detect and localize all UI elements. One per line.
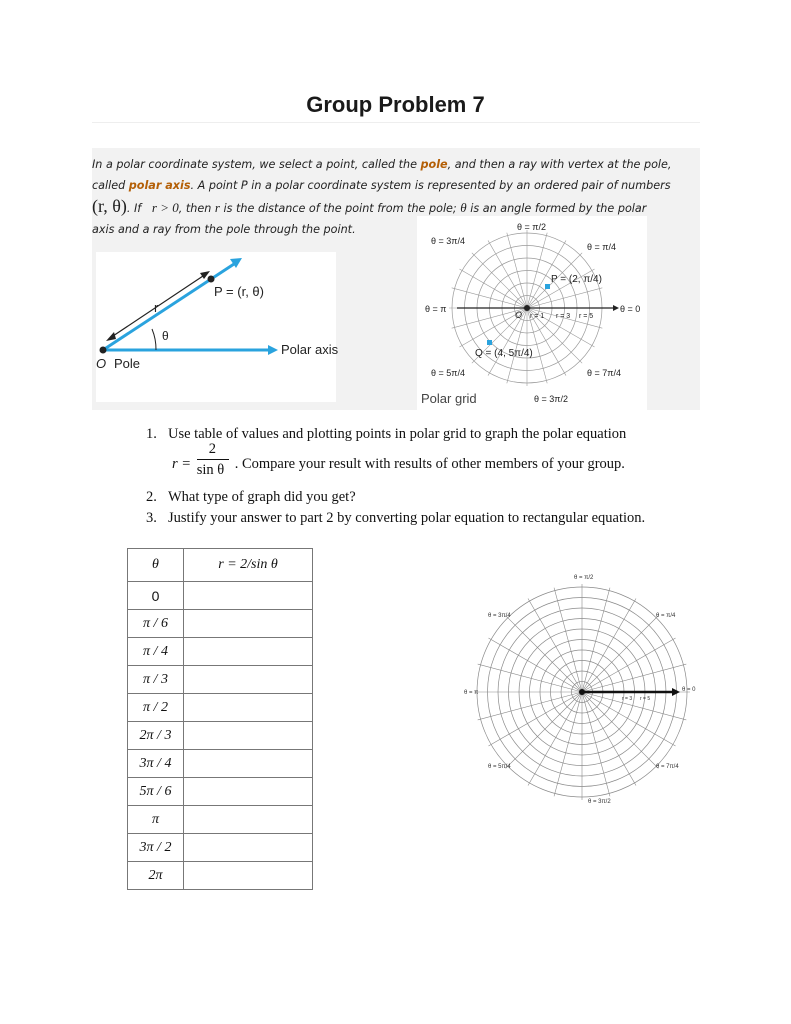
table-row [128,778,313,806]
question-1-number: 1. [146,426,157,442]
theta-label: θ [162,329,169,343]
theta-pi-label: θ = π [425,304,447,314]
intro-text-2a: called [92,179,129,192]
intro-text-3d: is an angle formed by the polar [470,202,647,215]
table-row [128,834,313,862]
r-symbol: r [214,200,220,215]
eq-lhs: r = [172,456,192,472]
r-cell[interactable] [184,778,313,806]
grid-ray [506,692,582,768]
table-row [128,750,313,778]
polar-axis-arrowhead [613,305,619,311]
header-r: r = 2/sin θ [184,549,313,582]
theta-cell: π / 3 [128,666,184,694]
question-1-continuation: . Compare your result with results of other members of your group. [234,456,625,472]
table-row [128,862,313,890]
point-p-label: P = (2, π/4) [551,274,602,285]
polar-axis-arrowhead [268,345,278,355]
question-2 [146,487,356,507]
table-row [128,806,313,834]
r3-label: r = 3 [622,696,633,702]
point-p-dot [208,276,215,283]
eq-numerator: 2 [208,440,216,457]
r-cell[interactable] [184,666,313,694]
polar-grid-caption: Polar grid [421,391,477,406]
r-cell[interactable] [184,722,313,750]
question-3-text: Justify your answer to part 2 by converting polar equation to rectangular equation. [168,510,646,526]
r-cell[interactable] [184,862,313,890]
theta-symbol: θ [460,200,467,215]
r-cell[interactable] [184,638,313,666]
theta-3pi-over-4-label: θ = 3π/4 [488,613,511,619]
theta-cell: 5π / 6 [128,778,184,806]
theta-7pi-over-4-label: θ = 7π/4 [656,764,679,770]
grid-ray [488,240,527,308]
pole-label: Pole [114,356,141,371]
intro-text-1b: , and then a ray with vertex at the pole, [447,158,672,171]
table-row [128,610,313,638]
point-p-label: P = (r, θ) [214,284,264,299]
page-title: Group Problem 7 [306,92,485,117]
theta-cell: π / 4 [128,638,184,666]
r1-label: r = 1 [530,313,545,320]
ordered-pair: (r, θ) [92,196,127,216]
pole-axis-figure [96,252,339,402]
theta-cell: 3π / 4 [128,750,184,778]
origin-dot [524,305,530,311]
theta-pi-over-2-label: θ = π/2 [574,575,594,581]
r5-label: r = 5 [640,696,651,702]
theta-pi-over-4-label: θ = π/4 [656,613,676,619]
table-header-row [128,549,313,582]
theta-arc [152,329,156,350]
question-2-text: What type of graph did you get? [168,489,356,505]
point-p-marker [545,284,550,289]
origin-label: O [96,356,107,371]
grid-ray [582,616,658,692]
question-1 [146,424,626,444]
grid-ray [582,692,658,768]
grid-ray [506,616,582,692]
theta-7pi-over-4-label: θ = 7π/4 [587,368,621,378]
r-cell[interactable] [184,694,313,722]
table-row [128,694,313,722]
theta-pi-over-4-label: θ = π/4 [587,242,616,252]
origin-dot [579,689,585,695]
theta-5pi-over-4-label: θ = 5π/4 [488,764,511,770]
question-1-equation [172,440,625,478]
r3-label: r = 3 [556,313,571,320]
blank-polar-grid [462,565,696,810]
question-1-text: Use table of values and plotting points in polar grid to graph the polar equation [168,426,627,442]
table-row [128,666,313,694]
question-3 [146,508,645,528]
r-label: r [154,300,159,315]
intro-text-3b: , then [178,202,212,215]
theta-cell: 2π / 3 [128,722,184,750]
polar-axis-label: Polar axis [281,342,339,357]
polar-axis-arrowhead [672,688,680,696]
theta-pi-over-2-label: θ = π/2 [517,222,546,232]
theta-3pi-over-2-label: θ = 3π/2 [588,799,611,805]
title-divider [92,122,700,123]
eq-fraction [195,440,235,478]
theta-cell: π [128,806,184,834]
header-theta: θ [128,549,184,582]
question-2-number: 2. [146,489,157,505]
intro-text-3a: . If [126,202,142,215]
theta-3pi-over-2-label: θ = 3π/2 [534,394,568,404]
theta-5pi-over-4-label: θ = 5π/4 [431,368,465,378]
table-row [128,638,313,666]
theta-cell: 3π / 2 [128,834,184,862]
polar-grid-diagram [417,216,647,410]
intro-text-1a: In a polar coordinate system, we select a point, called the [92,158,421,171]
theta-cell: 2π [128,862,184,890]
r-cell[interactable] [184,750,313,778]
grid-ray [459,269,527,308]
r-cell[interactable] [184,806,313,834]
values-table [127,548,313,890]
question-3-number: 3. [146,510,157,526]
pole-term: pole [420,158,448,171]
intro-text-4: axis and a ray from the pole through the point. [92,223,356,236]
blank-polar-grid-diagram [462,565,696,810]
pole-axis-diagram [96,252,339,402]
intro-panel [92,148,700,410]
r-arrow-start [106,332,116,341]
origin-label: O [515,310,523,320]
point-q-marker [487,340,492,345]
r-cell[interactable] [184,610,313,638]
polar-axis-term: polar axis [128,179,191,192]
theta-cell: π / 2 [128,694,184,722]
theta-0-label: θ = 0 [620,304,641,314]
condition: r > 0 [151,200,179,215]
table-row [128,722,313,750]
r5-label: r = 5 [579,313,594,320]
intro-text-2b: . A point P in a polar coordinate system is represented by an ordered pair of numbers [190,179,671,192]
r-cell[interactable] [184,582,313,610]
pole-dot [100,347,107,354]
intro-text-3c: is the distance of the point from the pole; [223,202,457,215]
theta-3pi-over-4-label: θ = 3π/4 [431,236,465,246]
polar-grid-figure [417,216,647,410]
r-cell[interactable] [184,834,313,862]
theta-0-label: θ = 0 [682,687,696,693]
eq-denominator: sin θ [196,461,225,478]
grid-ray [472,253,527,308]
table-row [128,582,313,610]
theta-pi-label: θ = π [464,690,479,696]
theta-cell: 0 [128,582,184,610]
point-q-label: Q = (4, 5π/4) [475,348,533,359]
theta-cell: π / 6 [128,610,184,638]
